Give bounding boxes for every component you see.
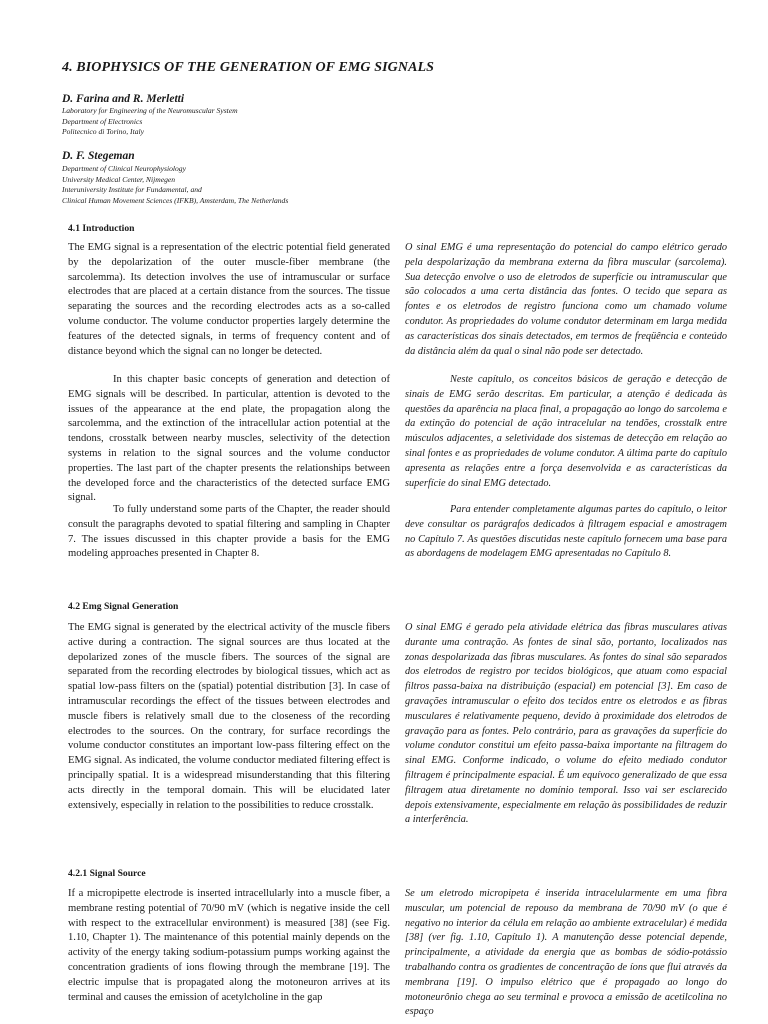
chapter-title: 4. BIOPHYSICS OF THE GENERATION OF EMG SIGNALS	[62, 60, 435, 75]
affiliation-line: University Medical Center, Nijmegen	[62, 174, 176, 184]
affiliation-line: Department of Electronics	[62, 116, 143, 126]
author-affiliation-2	[62, 164, 288, 206]
generation-paragraph-en: The EMG signal is generated by the electrical activity of the muscle fibers active during a contraction. The signal sources are thus located at the depolarized zones of the muscle fibers. The sources of the signal are separated from the recording electrodes by biological tissues, which act as spatial low-pass filters on the (spatial) potential distribution [3]. In case of intramuscular recordings the effect of the tissues between electrodes and muscle fibers is relatively small due to the closeness of the recording electrodes to the sources. On the contrary, for surface recordings the volume conductor constitutes an important low-pass filtering effect on the EMG signal. As indicated, the volume conductor mediated filtering effect is principally spatial. It is a widespread misunderstanding that this filtering acts directly in the temporal domain. This will be elucidated later extensively, especially in relation to the possibilities to reduce crosstalk.	[68, 622, 390, 811]
affiliation-line: Department of Clinical Neurophysiology	[62, 164, 186, 173]
affiliation-line: Laboratory for Engineering of the Neuromuscular System	[62, 106, 238, 115]
intro-paragraph-1-en: The EMG signal is a representation of the electric potential field generated by the depolarization of the outer muscle-fiber membrane (the sarcolemma). Its detection involves the use of intramuscular or surface electrodes that are placed at a certain distance from the sources. The tissue separating the sources and the recording electrodes acts as a so-called volume conductor. The volume conductor properties largely determine the features of the detected signals, in terms of frequency content and of distance beyond which the signal can no longer be detected.	[68, 242, 390, 357]
intro-paragraph-2-pt: Neste capítulo, os conceitos básicos de geração e detecção de sinais de EMG serão descritas. Em particular, a atenção é dedicada às questões da aparência na placa final, a propagação ao longo do sarcolema e da extinção do potencial de ação intracelular na tendões, crosstalk entre músculos adjacentes, a seletividade dos sistemas de detecção em relação ao sinal fontes e as propriedades de volume condutor. A última parte do capítulo apresenta as relações entre a força desenvolvida e as características da superfície do sinal EMG detectado.	[405, 374, 727, 489]
affiliation-line: Clinical Human Movement Sciences (IFKB), Amsterdam, The Netherlands	[62, 195, 289, 205]
intro-paragraph-1-pt: O sinal EMG é uma representação do potencial do campo elétrico gerado pela despolarização da membrana externa da fibra muscular (sarcolema). Sua detecção envolve o uso de eletrodos de superfície ou intramuscular que são colocados a uma certa distância das fontes. O tecido que separa as fontes e os eletrodos de registro funciona como um chamado volume condutor. As propriedades do volume condutor determinam em larga medida as características dos sinais detectados, em termos de freqüência e conteúdo da distância além da qual o sinal não pode ser detectado.	[405, 242, 727, 357]
author-affiliation-1	[62, 106, 238, 138]
intro-paragraph-2-en: In this chapter basic concepts of generation and detection of EMG signals will be described. In particular, attention is devoted to the issues of the appearance at the end plate, the propagation along the sarcolemma, and the extinction of the intracellular action potential at the tendons, crosstalk between nearby muscles, selectivity of the detection systems in relation to the signal sources and the volume conductor properties. The last part of the chapter presents the relationships between the developed force and the characteristics of the detected surface EMG signal.	[68, 374, 390, 504]
affiliation-line: Politecnico di Torino, Italy	[62, 127, 144, 136]
author-names-1: D. Farina and R. Merletti	[62, 93, 185, 105]
source-paragraph-en: If a micropipette electrode is inserted intracellularly into a muscle fiber, a membrane resting potential of 70/90 mV (which is negative inside the cell with respect to the extracellular environment) is measured [38] (see Fig. 1.10, Chapter 1). The maintenance of this potential mainly depends on the activity of the energy taking sodium-potassium pumps working against the concentration gradients of ions flowing through the membrane [19]. The electric impulse that is propagated along the motoneuron arrives at its terminal and causes the emission of acetylcholine in the gap	[68, 888, 390, 1003]
source-paragraph-pt: Se um eletrodo micropipeta é inserida intracelularmente em uma fibra muscular, um potencial de repouso da membrana de 70/90 mV (o que é negativo no interior da célula em relação ao ambiente extracelular) é medida [38] (ver fig. 1.10, Capítulo 1). A manutenção desse potencial depende, principalmente, a atividade da energia que as bombas de sódio-potássio trabalhando contra os gradientes de concentração de íons que flui através da membrana [19]. O impulso elétrico que é propagado ao longo do motoneurônio chega ao seu terminal e provoca a emissão de acetilcolina no espaço	[405, 888, 727, 1018]
generation-paragraph-pt: O sinal EMG é gerado pela atividade elétrica das fibras musculares ativas durante uma contração. As fontes de sinal são, portanto, localizados nas zonas despolarizada das fibras musculares. As fontes do sinal são separados dos eletrodos de registro por tecidos biológicos, que atuam como espacial filtros passa-baixa na distribuição (espacial) em potencial [3]. Em caso de gravações intramuscular o efeito dos tecidos entre os eletrodos e as fibras musculares é relativamente pequeno, devido à proximidade dos eletrodos de gravação para as fontes. Pelo contrário, para as gravações da superfície do volume condutor constitui um efeito passa-baixa importante na filtragem do sinal EMG. Conforme indicado, o volume do efeito mediado condutor filtragem é principalmente espacial. É um equívoco generalizado de que essa filtragem atua diretamente no domínio temporal. Isso vai ser esclarecido depois extensivamente, especialmente em relação às possibilidades de reduzir a interferência.	[405, 622, 727, 826]
intro-paragraph-3-en: To fully understand some parts of the Chapter, the reader should consult the paragraphs devoted to spatial filtering and sampling in Chapter 7. The issues discussed in this chapter provide a basis for the EMG modeling approaches presented in Chapter 8.	[68, 504, 390, 560]
author-names-2: D. F. Stegeman	[62, 150, 135, 162]
affiliation-line: Interuniversity Institute for Fundamental, and	[62, 185, 202, 194]
section-heading-signal-generation: 4.2 Emg Signal Generation	[68, 601, 179, 612]
intro-paragraph-3-pt: Para entender completamente algumas partes do capítulo, o leitor deve consultar os parágrafos dedicados à filtragem espacial e amostragem no Capítulo 7. As questões discutidas neste capítulo fornecem uma base para as abordagens de modelagem EMG apresentadas no Capítulo 8.	[405, 504, 727, 560]
section-heading-introduction: 4.1 Introduction	[68, 223, 135, 234]
section-heading-signal-source: 4.2.1 Signal Source	[68, 868, 146, 879]
